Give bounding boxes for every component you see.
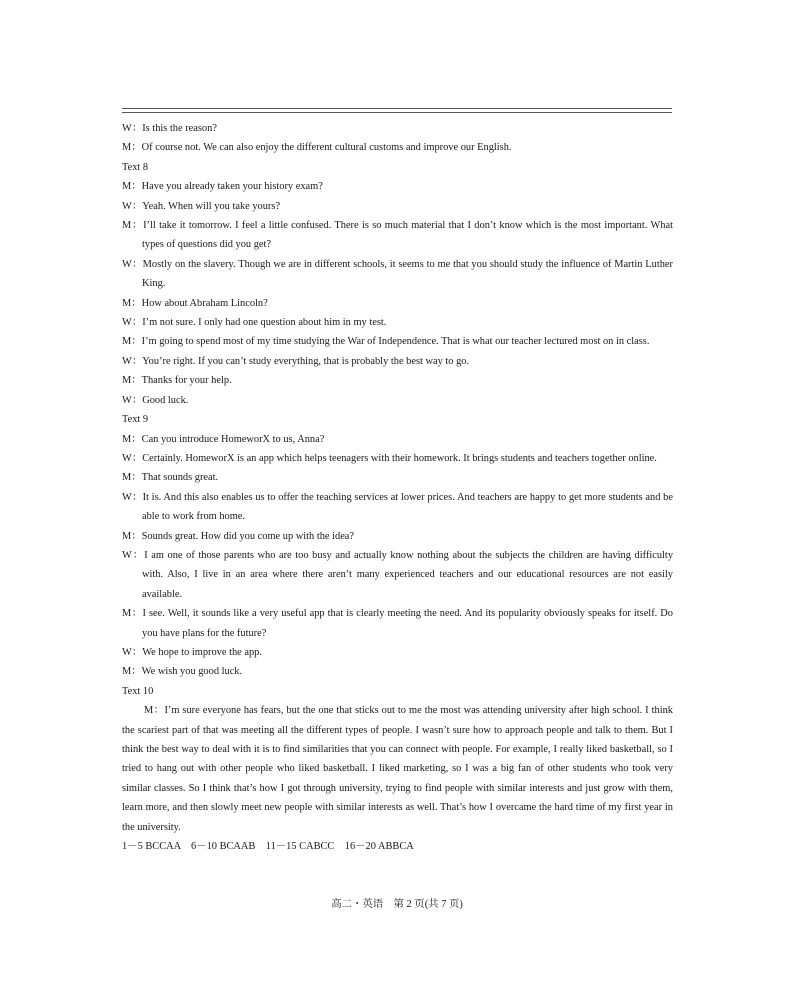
speaker-label: M (122, 181, 132, 193)
dialogue-line (122, 294, 673, 313)
dialogue-line (122, 527, 673, 546)
speaker-separator: ： (131, 123, 143, 134)
dialogue-line (122, 352, 673, 371)
speaker-separator: ： (131, 220, 144, 232)
speaker-separator: ： (131, 258, 143, 270)
speaker-separator: ： (131, 608, 143, 620)
speaker-label: W (122, 646, 132, 658)
speaker-label: W (122, 258, 132, 270)
section-heading: Text 9 (122, 414, 149, 426)
speaker-label: W (122, 452, 132, 464)
speaker-separator: ： (131, 646, 143, 658)
utterance-text: It is. And this also enables us to offer the teaching services at lower prices. And teachers are happy to get more students and be able to work from home. (142, 491, 673, 523)
utterance-text: Mostly on the slavery. Though we are in different schools, it seems to me that you should study the influence of Martin Luther King. (142, 258, 674, 290)
dialogue-line (122, 546, 673, 604)
speaker-label: M (122, 530, 132, 542)
section-heading: Text 10 (122, 685, 154, 697)
speaker-separator: ： (131, 181, 142, 193)
speaker-separator: ： (131, 472, 142, 484)
dialogue-line (122, 391, 673, 410)
speaker-label: M (122, 666, 132, 678)
utterance-text: Thanks for your help. (141, 375, 232, 387)
utterance-text: Sounds great. How did you come up with the idea? (141, 530, 355, 542)
speaker-separator: ： (131, 491, 143, 503)
utterance-text: Certainly. HomeworX is an app which helps teenagers with their homework. It brings students and teachers together online. (142, 452, 657, 464)
utterance-text: You’re right. If you can’t study everything, that is probably the best way to go. (142, 355, 470, 367)
speaker-separator: ： (131, 355, 143, 367)
utterance-text: Of course not. We can also enjoy the different cultural customs and improve our English. (141, 142, 512, 154)
speaker-label: M (122, 220, 132, 232)
speaker-label: M (122, 142, 132, 154)
monologue-text: I’m sure everyone has fears, but the one that sticks out to me the most was attending university after high school. I think the scariest part of that was meeting all the different types of people. I wasn’t sure how to approach people and talk to them. But I think the best way to deal with it is to find similarities that you can connect with people. For example, I really liked basketball, so I tried to hang out with other people who liked basketball. I liked marketing, so I was a big fan of other students who took very similar classes. So I think that’s how I got through university, trying to find people with similar interests and just grow with them, learn more, and then slowly meet new people with similar interests as well. That’s how I overcame the hard time of my first year in the university. (122, 705, 673, 833)
utterance-text: I’m going to spend most of my time studying the War of Independence. That is what our teacher lectured most on in class. (141, 336, 650, 348)
dialogue-line (122, 643, 673, 662)
utterance-text: I see. Well, it sounds like a very useful app that is clearly meeting the need. And its popularity obviously speaks for itself. Do you have plans for the future? (142, 608, 673, 639)
speaker-label: W (122, 123, 132, 134)
monologue-speaker: M (144, 705, 154, 717)
speaker-separator: ： (131, 200, 143, 212)
speaker-label: W (122, 491, 132, 503)
speaker-separator: ： (131, 452, 143, 464)
dialogue-line (122, 468, 673, 487)
dialogue-line (122, 662, 673, 681)
dialogue-line (122, 430, 673, 449)
header-rule (122, 108, 672, 113)
utterance-text: Good luck. (142, 394, 189, 406)
speaker-separator: ： (131, 375, 142, 387)
speaker-separator: ： (131, 394, 143, 406)
section-heading: Text 8 (122, 161, 149, 173)
speaker-label: M (122, 472, 132, 484)
speaker-separator: ： (131, 336, 142, 348)
dialogue-line (122, 197, 673, 216)
dialogue-line (122, 177, 673, 196)
dialogue-line (122, 138, 673, 157)
speaker-separator: ： (131, 297, 142, 309)
speaker-label: W (122, 394, 132, 406)
speaker-separator: ： (131, 433, 142, 445)
dialogue-line (122, 313, 673, 332)
dialogue-line (122, 371, 673, 390)
speaker-separator: ： (131, 549, 145, 561)
speaker-label: M (122, 297, 132, 309)
speaker-separator: ： (131, 666, 142, 678)
speaker-label: M (122, 336, 132, 348)
speaker-label: W (122, 200, 132, 212)
speaker-label: W (122, 549, 132, 561)
transcript (122, 119, 673, 856)
dialogue-list (122, 119, 673, 701)
utterance-text: Have you already taken your history exam? (141, 181, 323, 193)
dialogue-line (122, 119, 673, 138)
speaker-label: W (122, 317, 132, 329)
speaker-label: M (122, 375, 132, 387)
dialogue-line (122, 449, 673, 468)
utterance-text: Can you introduce HomeworX to us, Anna? (141, 433, 325, 445)
page-footer: 高二・英语 第 2 页(共 7 页) (331, 899, 463, 910)
answer-key: 1－5 BCCAA 6－10 BCAAB 11－15 CABCC 16－20 ABBCA (122, 841, 414, 853)
dialogue-line (122, 332, 673, 351)
utterance-text: I’m not sure. I only had one question about him in my test. (142, 317, 387, 329)
speaker-separator: ： (153, 705, 165, 717)
monologue-paragraph (122, 701, 673, 837)
speaker-label: M (122, 433, 132, 445)
utterance-text: That sounds great. (141, 472, 219, 484)
utterance-text: How about Abraham Lincoln? (141, 297, 268, 309)
dialogue-line (122, 255, 673, 294)
utterance-text: We hope to improve the app. (142, 646, 262, 658)
utterance-text: I’ll take it tomorrow. I feel a little confused. There is so much material that I don’t know which is the most important. What types of questions did you get? (142, 220, 674, 251)
utterance-text: I am one of those parents who are too busy and actually know nothing about the subjects the children are having difficulty with. Also, I live in an area where there aren’t many experienced teachers and our educational resources are not easily available. (142, 549, 674, 600)
speaker-label: M (122, 608, 132, 620)
speaker-separator: ： (131, 317, 143, 329)
dialogue-line (122, 216, 673, 255)
speaker-label: W (122, 355, 132, 367)
dialogue-line (122, 488, 673, 527)
utterance-text: Is this the reason? (142, 123, 217, 134)
dialogue-line (122, 604, 673, 643)
speaker-separator: ： (131, 530, 142, 542)
utterance-text: We wish you good luck. (141, 666, 243, 678)
utterance-text: Yeah. When will you take yours? (142, 200, 281, 212)
speaker-separator: ： (131, 142, 142, 154)
